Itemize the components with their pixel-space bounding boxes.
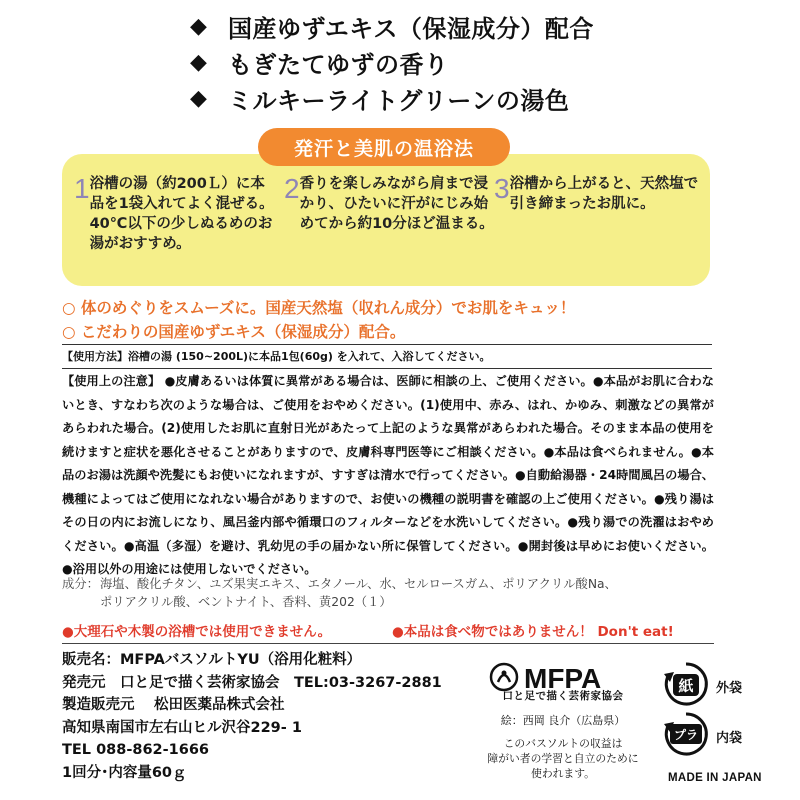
illustrator-credit: 絵：西岡 良介（広島県） xyxy=(500,714,626,727)
ingredients-line: 海塩、酸化チタン、ユズ果実エキス、エタノール、水、セルロースガム、ポリアクリル酸Na、 xyxy=(100,577,617,591)
seller-line: 製造販売元 松田医薬品株式会社 xyxy=(62,697,285,713)
step-number: 2 xyxy=(284,173,300,204)
step-number: 1 xyxy=(74,173,90,204)
logo-subtitle: 口と足で描く芸術家協会 xyxy=(502,690,624,702)
bath-method-title: 発汗と美肌の温浴法 xyxy=(258,128,510,166)
proceeds-line: 障がい者の学習と自立のために xyxy=(487,752,639,765)
paper-recycle-icon xyxy=(662,660,710,708)
method-step-1 xyxy=(74,174,279,254)
seller-line: 発売元 口と足で描く芸術家協会 TEL:03-3267-2881 xyxy=(62,674,442,691)
seller-line: 販売名：MFPAバスソルトYU（浴用化粧料） xyxy=(62,652,362,668)
recycle-mark-text: プラ xyxy=(673,728,699,742)
step-number: 3 xyxy=(494,173,510,204)
seller-line: TEL 088-862-1666 xyxy=(62,742,210,758)
feature-text: 国産ゆずエキス（保湿成分）配合 xyxy=(228,14,594,43)
bath-method-box xyxy=(62,154,710,286)
usage-instructions: 【使用方法】浴槽の湯 (150~200L)に本品1包(60g) を入れて、入浴してください。 xyxy=(62,344,712,369)
recycle-label: 外袋 xyxy=(716,681,743,696)
caution-text: 【使用上の注意】 ●皮膚あるいは体質に異常がある場合は、医師に相談の上、ご使用ください。●本品がお肌に合わないとき、すなわち次のような場合は、ご使用をおやめください。(1)使用中、赤み、はれ、かゆみ、刺激などの異常があらわれた場合。(2)使用したお肌に直射日光があたって上記のような異常があらわれた場合。そのまま本品の使用を続けますと症状を悪化させることがありますので、皮膚科専門医等にご相談ください。●本品は食べられません。●本品のお湯は洗顔や洗髪にもお使いになれますが、すすぎは清水で行ってください。●自動給湯器・24時間風呂の場合、機種によってはご使用になれない場合がありますので、お使いの機種の説明書を確認の上ご使用ください。●残り湯はその日の内にお流しになり、風呂釜内部や循環口のフィルターなどを水洗いしてください。●残り湯での洗濯はおやめください。●高温（多湿）を避け、乳幼児の手の届かない所に保管してください。●開封後は早めにお使いください。●浴用以外の用途には使用しないでください。 xyxy=(62,374,714,576)
seller-info xyxy=(62,649,442,784)
ingredients xyxy=(62,575,714,611)
seller-line: 1回分･内容量60ｇ xyxy=(62,764,187,781)
ingredients-row xyxy=(62,575,714,593)
made-in-label: MADE IN JAPAN xyxy=(668,772,762,784)
method-step-2 xyxy=(284,174,494,234)
proceeds-line: このバスソルトの収益は xyxy=(503,737,623,750)
recycle-mark-text: 紙 xyxy=(678,677,694,695)
plastic-recycle-icon xyxy=(662,710,710,758)
step-text: 浴槽から上がると、天然塩で引き締まったお肌に。 xyxy=(509,176,699,212)
seller-line: 高知県南国市左右山ヒル沢谷229- 1 xyxy=(62,719,302,736)
feature-text: もぎたてゆずの香り xyxy=(228,50,449,79)
benefit-line: ○ 体のめぐりをスムーズに。国産天然塩（収れん成分）でお肌をキュッ！ xyxy=(62,299,576,317)
logo-wordmark: MFPA xyxy=(524,663,602,694)
feature-text: ミルキーライトグリーンの湯色 xyxy=(228,86,570,115)
recycle-label: 内袋 xyxy=(716,731,743,746)
feature-item xyxy=(190,8,790,44)
warning-note: ●本品は食べ物ではありません！ Don't eat! xyxy=(392,624,674,640)
step-text: 香りを楽しみながら肩まで浸かり、ひたいに汗がにじみ始めてから約10分ほど温まる。 xyxy=(299,176,494,232)
ingredients-label: 成分： xyxy=(62,577,99,591)
divider xyxy=(62,643,714,644)
diamond-bullet-icon: ◆ xyxy=(190,85,208,111)
feature-item xyxy=(190,44,790,80)
feature-list xyxy=(190,8,790,116)
diamond-bullet-icon: ◆ xyxy=(190,13,208,39)
proceeds-note xyxy=(478,736,648,781)
method-step-3 xyxy=(494,174,704,214)
feature-item xyxy=(190,80,790,116)
diamond-bullet-icon: ◆ xyxy=(190,49,208,75)
warning-note: ●大理石や木製の浴槽では使用できません。 xyxy=(62,624,332,640)
proceeds-line: 使われます。 xyxy=(531,767,595,780)
step-text: 浴槽の湯（約200Ｌ）に本品を1袋入れてよく混ぜる。40℃以下の少しぬるめのお湯がおすすめ。 xyxy=(89,176,274,252)
ingredients-line: ポリアクリル酸、ベントナイト、香料、黄202（１） xyxy=(100,595,392,609)
ingredients-row xyxy=(62,593,714,611)
benefit-line: ○ こだわりの国産ゆずエキス（保湿成分）配合。 xyxy=(62,323,406,341)
